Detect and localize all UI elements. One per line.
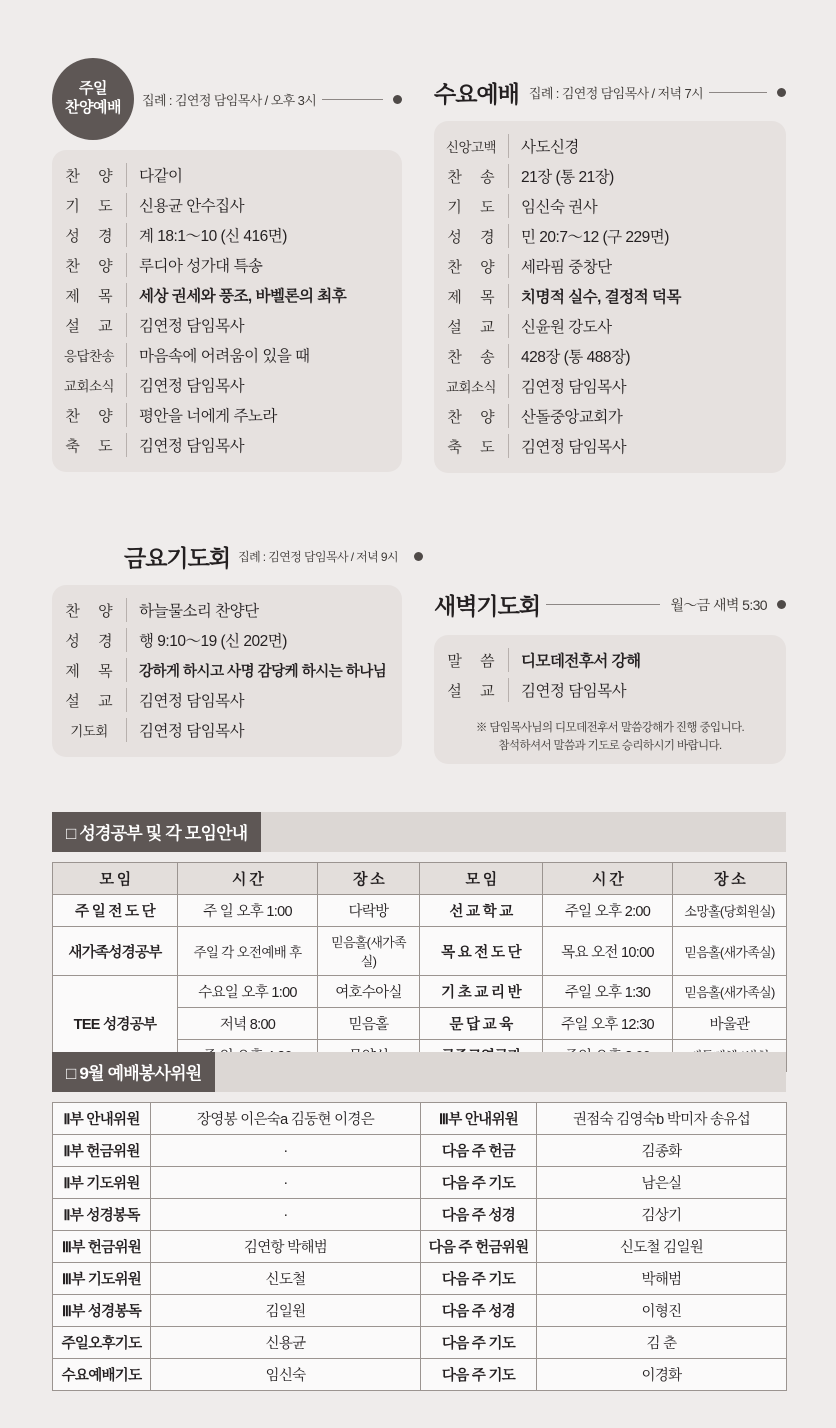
spacer [434, 705, 786, 719]
order-value: 평안을 너에게 주노라 [139, 408, 277, 425]
order-value: 하늘물소리 찬양단 [139, 603, 259, 620]
order-label: 제 목 [447, 288, 502, 306]
service-subtitle: 집례 : 김연정 담임목사 / 저녁 7시 [528, 86, 704, 101]
header-bar-tail [261, 812, 786, 852]
order-value: 김연정 담임목사 [521, 379, 627, 396]
volunteer-names: 신도철 김일원 [537, 1231, 787, 1263]
volunteer-role: 다음 주 성경 [421, 1199, 537, 1231]
service-friday-prayer [52, 540, 422, 757]
volunteers-title: □ 9월 예배봉사위원 [52, 1052, 215, 1092]
table-row [53, 1263, 787, 1295]
order-label: 기도회 [70, 724, 108, 739]
volunteer-names: 신도철 [151, 1263, 421, 1295]
order-label: 신앙고백 [445, 140, 497, 155]
order-label: 찬 양 [65, 257, 120, 275]
order-row [52, 715, 402, 745]
order-value: 신윤원 강도사 [521, 319, 612, 336]
volunteers-table [52, 1102, 787, 1391]
volunteers-section [52, 1052, 786, 1391]
order-value: 산돌중앙교회가 [521, 409, 623, 426]
volunteer-role: Ⅲ부 성경봉독 [53, 1295, 151, 1327]
service-sunday-praise [52, 58, 402, 472]
order-row [52, 625, 402, 655]
volunteer-role: 다음 주 헌금 [421, 1135, 537, 1167]
meeting-name: 새가족성경공부 [53, 927, 178, 976]
meeting-place: 바울관 [673, 1008, 787, 1040]
volunteer-names: 임신숙 [151, 1359, 421, 1391]
order-value: 김연정 담임목사 [139, 438, 245, 455]
badge-line-1: 주일 [79, 80, 107, 98]
order-label: 제 목 [65, 287, 120, 305]
table-row [53, 927, 787, 976]
header-dot [777, 600, 786, 609]
order-label: 성 경 [447, 228, 502, 246]
service-dawn-prayer [434, 588, 786, 764]
order-row [52, 595, 402, 625]
order-row [52, 430, 402, 460]
wednesday-order [434, 121, 786, 473]
meeting-time: 목요 오전 10:00 [543, 927, 673, 976]
service-header [52, 58, 402, 140]
service-title: 수요예배 [434, 81, 519, 107]
order-row [434, 645, 786, 675]
order-value: 세라핌 중창단 [521, 259, 612, 276]
volunteer-role: Ⅱ부 안내위원 [53, 1103, 151, 1135]
volunteer-names: · [151, 1167, 421, 1199]
service-header [434, 588, 786, 621]
meeting-name-tee: TEE 성경공부 [53, 976, 178, 1072]
volunteer-role: Ⅲ부 기도위원 [53, 1263, 151, 1295]
order-row [52, 190, 402, 220]
meeting-name: 목 요 전 도 단 [420, 927, 543, 976]
meeting-place: 믿음홀(새가족실) [673, 976, 787, 1008]
header-rule [322, 99, 383, 100]
order-label: 찬 양 [65, 167, 120, 185]
column-header: 모 임 [420, 863, 543, 895]
meeting-place: 다락방 [318, 895, 420, 927]
column-header: 시 간 [543, 863, 673, 895]
order-value: 행 9:10〜19 (신 202면) [139, 633, 287, 650]
order-label: 제 목 [65, 662, 120, 680]
order-label: 찬 양 [447, 258, 502, 276]
meeting-name: 기 초 교 리 반 [420, 976, 543, 1008]
service-subtitle: 월〜금 새벽 5:30 [670, 596, 767, 613]
table-row [53, 1295, 787, 1327]
header-dot [414, 552, 423, 561]
order-row [434, 251, 786, 281]
volunteer-names: 이경화 [537, 1359, 787, 1391]
order-row [52, 310, 402, 340]
table-header-row [53, 863, 787, 895]
table-row [53, 1359, 787, 1391]
friday-prayer-order [52, 585, 402, 757]
header-rule [546, 604, 660, 605]
order-row [52, 250, 402, 280]
order-row [434, 675, 786, 705]
order-row [52, 655, 402, 685]
volunteer-role: Ⅲ부 헌금위원 [53, 1231, 151, 1263]
volunteer-role: 다음 주 기도 [421, 1167, 537, 1199]
column-header: 장 소 [673, 863, 787, 895]
volunteer-names: 김 춘 [537, 1327, 787, 1359]
order-label: 응답찬송 [63, 349, 115, 364]
dawn-note-line-2: 참석하셔서 말씀과 기도로 승리하시기 바랍니다. [498, 740, 722, 753]
order-label: 설 교 [447, 318, 502, 336]
order-row [434, 401, 786, 431]
order-value: 김연정 담임목사 [139, 318, 245, 335]
order-value: 치명적 실수, 결정적 덕목 [521, 289, 681, 306]
volunteer-role: 다음 주 헌금위원 [421, 1231, 537, 1263]
order-value: 김연정 담임목사 [139, 693, 245, 710]
order-value: 사도신경 [521, 139, 579, 156]
table-row [53, 1103, 787, 1135]
volunteer-role: 다음 주 기도 [421, 1263, 537, 1295]
table-row [53, 1199, 787, 1231]
order-label: 찬 송 [447, 348, 502, 366]
meeting-time: 주일 각 오전예배 후 [178, 927, 318, 976]
order-row [52, 340, 402, 370]
order-value: 민 20:7〜12 (구 229면) [521, 229, 669, 246]
order-label: 설 교 [447, 682, 502, 700]
table-row [53, 1135, 787, 1167]
order-label: 찬 양 [447, 408, 502, 426]
volunteer-names: · [151, 1199, 421, 1231]
meeting-time: 수요일 오후 1:00 [178, 976, 318, 1008]
order-label: 축 도 [447, 438, 502, 456]
order-label: 찬 양 [65, 407, 120, 425]
meeting-name: 문 답 교 육 [420, 1008, 543, 1040]
table-row [53, 976, 787, 1008]
order-value: 세상 권세와 풍조, 바벨론의 최후 [139, 288, 347, 305]
meeting-place: 믿음홀(새가족실) [673, 927, 787, 976]
order-row [434, 191, 786, 221]
service-header [434, 76, 786, 109]
order-label: 축 도 [65, 437, 120, 455]
bible-study-table [52, 862, 787, 1072]
order-row [434, 161, 786, 191]
order-row [434, 341, 786, 371]
header-dot [393, 95, 402, 104]
meeting-time: 저녁 8:00 [178, 1008, 318, 1040]
volunteer-role: Ⅱ부 헌금위원 [53, 1135, 151, 1167]
service-title: 새벽기도회 [434, 593, 541, 619]
volunteer-names: 이형진 [537, 1295, 787, 1327]
meeting-place: 여호수아실 [318, 976, 420, 1008]
meeting-time: 주일 오후 2:00 [543, 895, 673, 927]
meeting-time: 주일 오후 1:30 [543, 976, 673, 1008]
order-label: 찬 송 [447, 168, 502, 186]
volunteer-role: 수요예배기도 [53, 1359, 151, 1391]
order-value: 계 18:1〜10 (신 416면) [139, 228, 287, 245]
order-row [434, 311, 786, 341]
service-subtitle: 집례 : 김연정 담임목사 / 저녁 9시 [238, 550, 398, 564]
volunteers-header-bar [52, 1052, 786, 1092]
order-value: 21장 (통 21장) [521, 169, 614, 186]
volunteer-role: Ⅱ부 성경봉독 [53, 1199, 151, 1231]
order-row [52, 160, 402, 190]
volunteer-role: 다음 주 기도 [421, 1359, 537, 1391]
volunteer-role: Ⅱ부 기도위원 [53, 1167, 151, 1199]
order-row [434, 431, 786, 461]
volunteer-role: 주일오후기도 [53, 1327, 151, 1359]
table-row [53, 1231, 787, 1263]
dawn-prayer-order [434, 635, 786, 764]
order-value: 디모데전후서 강해 [521, 653, 641, 670]
header-bar-tail [215, 1052, 786, 1092]
volunteer-role: Ⅲ부 안내위원 [421, 1103, 537, 1135]
volunteer-names: 김종화 [537, 1135, 787, 1167]
order-value: 강하게 하시고 사명 감당케 하시는 하나님 [139, 663, 387, 680]
volunteer-names: · [151, 1135, 421, 1167]
service-title: 금요기도회 [124, 545, 231, 571]
order-value: 임신숙 권사 [521, 199, 598, 216]
column-header: 시 간 [178, 863, 318, 895]
order-value: 마음속에 어려움이 있을 때 [139, 348, 310, 365]
order-value: 김연정 담임목사 [139, 378, 245, 395]
order-label: 기 도 [65, 197, 120, 215]
service-subtitle: 집례 : 김연정 담임목사 / 오후 3시 [142, 92, 317, 108]
order-label: 설 교 [65, 317, 120, 335]
volunteer-names: 김상기 [537, 1199, 787, 1231]
meeting-time: 주일 오후 12:30 [543, 1008, 673, 1040]
order-value: 428장 (통 488장) [521, 349, 631, 366]
order-value: 김연정 담임목사 [521, 439, 627, 456]
table-row [53, 1327, 787, 1359]
table-row [53, 1167, 787, 1199]
header-dot [777, 88, 786, 97]
volunteer-role: 다음 주 성경 [421, 1295, 537, 1327]
volunteer-names: 장영봉 이은숙a 김동현 이경은 [151, 1103, 421, 1135]
volunteer-role: 다음 주 기도 [421, 1327, 537, 1359]
bible-study-header-bar [52, 812, 786, 852]
order-value: 루디아 성가대 특송 [139, 258, 263, 275]
order-row [52, 685, 402, 715]
sunday-praise-order [52, 150, 402, 472]
order-label: 교회소식 [445, 380, 497, 395]
order-label: 설 교 [65, 692, 120, 710]
header-rule [709, 92, 767, 93]
volunteer-names: 신용균 [151, 1327, 421, 1359]
meeting-name: 주 일 전 도 단 [53, 895, 178, 927]
volunteer-names: 박해범 [537, 1263, 787, 1295]
volunteer-names: 권점숙 김영숙b 박미자 송유섭 [537, 1103, 787, 1135]
order-label: 성 경 [65, 227, 120, 245]
dawn-note-line-1: ※ 담임목사님의 디모데전후서 말씀강해가 진행 중입니다. [475, 722, 745, 734]
order-label: 성 경 [65, 632, 120, 650]
order-label: 교회소식 [63, 379, 115, 394]
meeting-name: 선 교 학 교 [420, 895, 543, 927]
column-header: 장 소 [318, 863, 420, 895]
meeting-time: 주 일 오후 1:00 [178, 895, 318, 927]
order-value: 김연정 담임목사 [521, 683, 627, 700]
volunteer-names: 김연항 박해범 [151, 1231, 421, 1263]
order-row [52, 280, 402, 310]
volunteer-names: 김일원 [151, 1295, 421, 1327]
column-header: 모 임 [53, 863, 178, 895]
order-row [434, 281, 786, 311]
order-value: 신용균 안수집사 [139, 198, 245, 215]
order-label: 기 도 [447, 198, 502, 216]
volunteer-names: 남은실 [537, 1167, 787, 1199]
service-wednesday [434, 76, 786, 473]
bible-study-section [52, 812, 786, 1072]
sunday-praise-badge [52, 58, 134, 140]
order-row [434, 131, 786, 161]
order-label: 말 씀 [447, 652, 502, 670]
meeting-place: 믿음홀(새가족실) [318, 927, 420, 976]
order-value: 다같이 [139, 168, 183, 185]
order-row [52, 400, 402, 430]
order-row [52, 220, 402, 250]
meeting-place: 소망홀(당회원실) [673, 895, 787, 927]
meeting-place: 믿음홀 [318, 1008, 420, 1040]
service-header [52, 540, 422, 573]
order-label: 찬 양 [65, 602, 120, 620]
order-value: 김연정 담임목사 [139, 723, 245, 740]
bible-study-title: □ 성경공부 및 각 모임안내 [52, 812, 261, 852]
order-row [434, 221, 786, 251]
table-row [53, 895, 787, 927]
order-row [434, 371, 786, 401]
badge-line-2: 찬양예배 [65, 99, 121, 116]
order-row [52, 370, 402, 400]
